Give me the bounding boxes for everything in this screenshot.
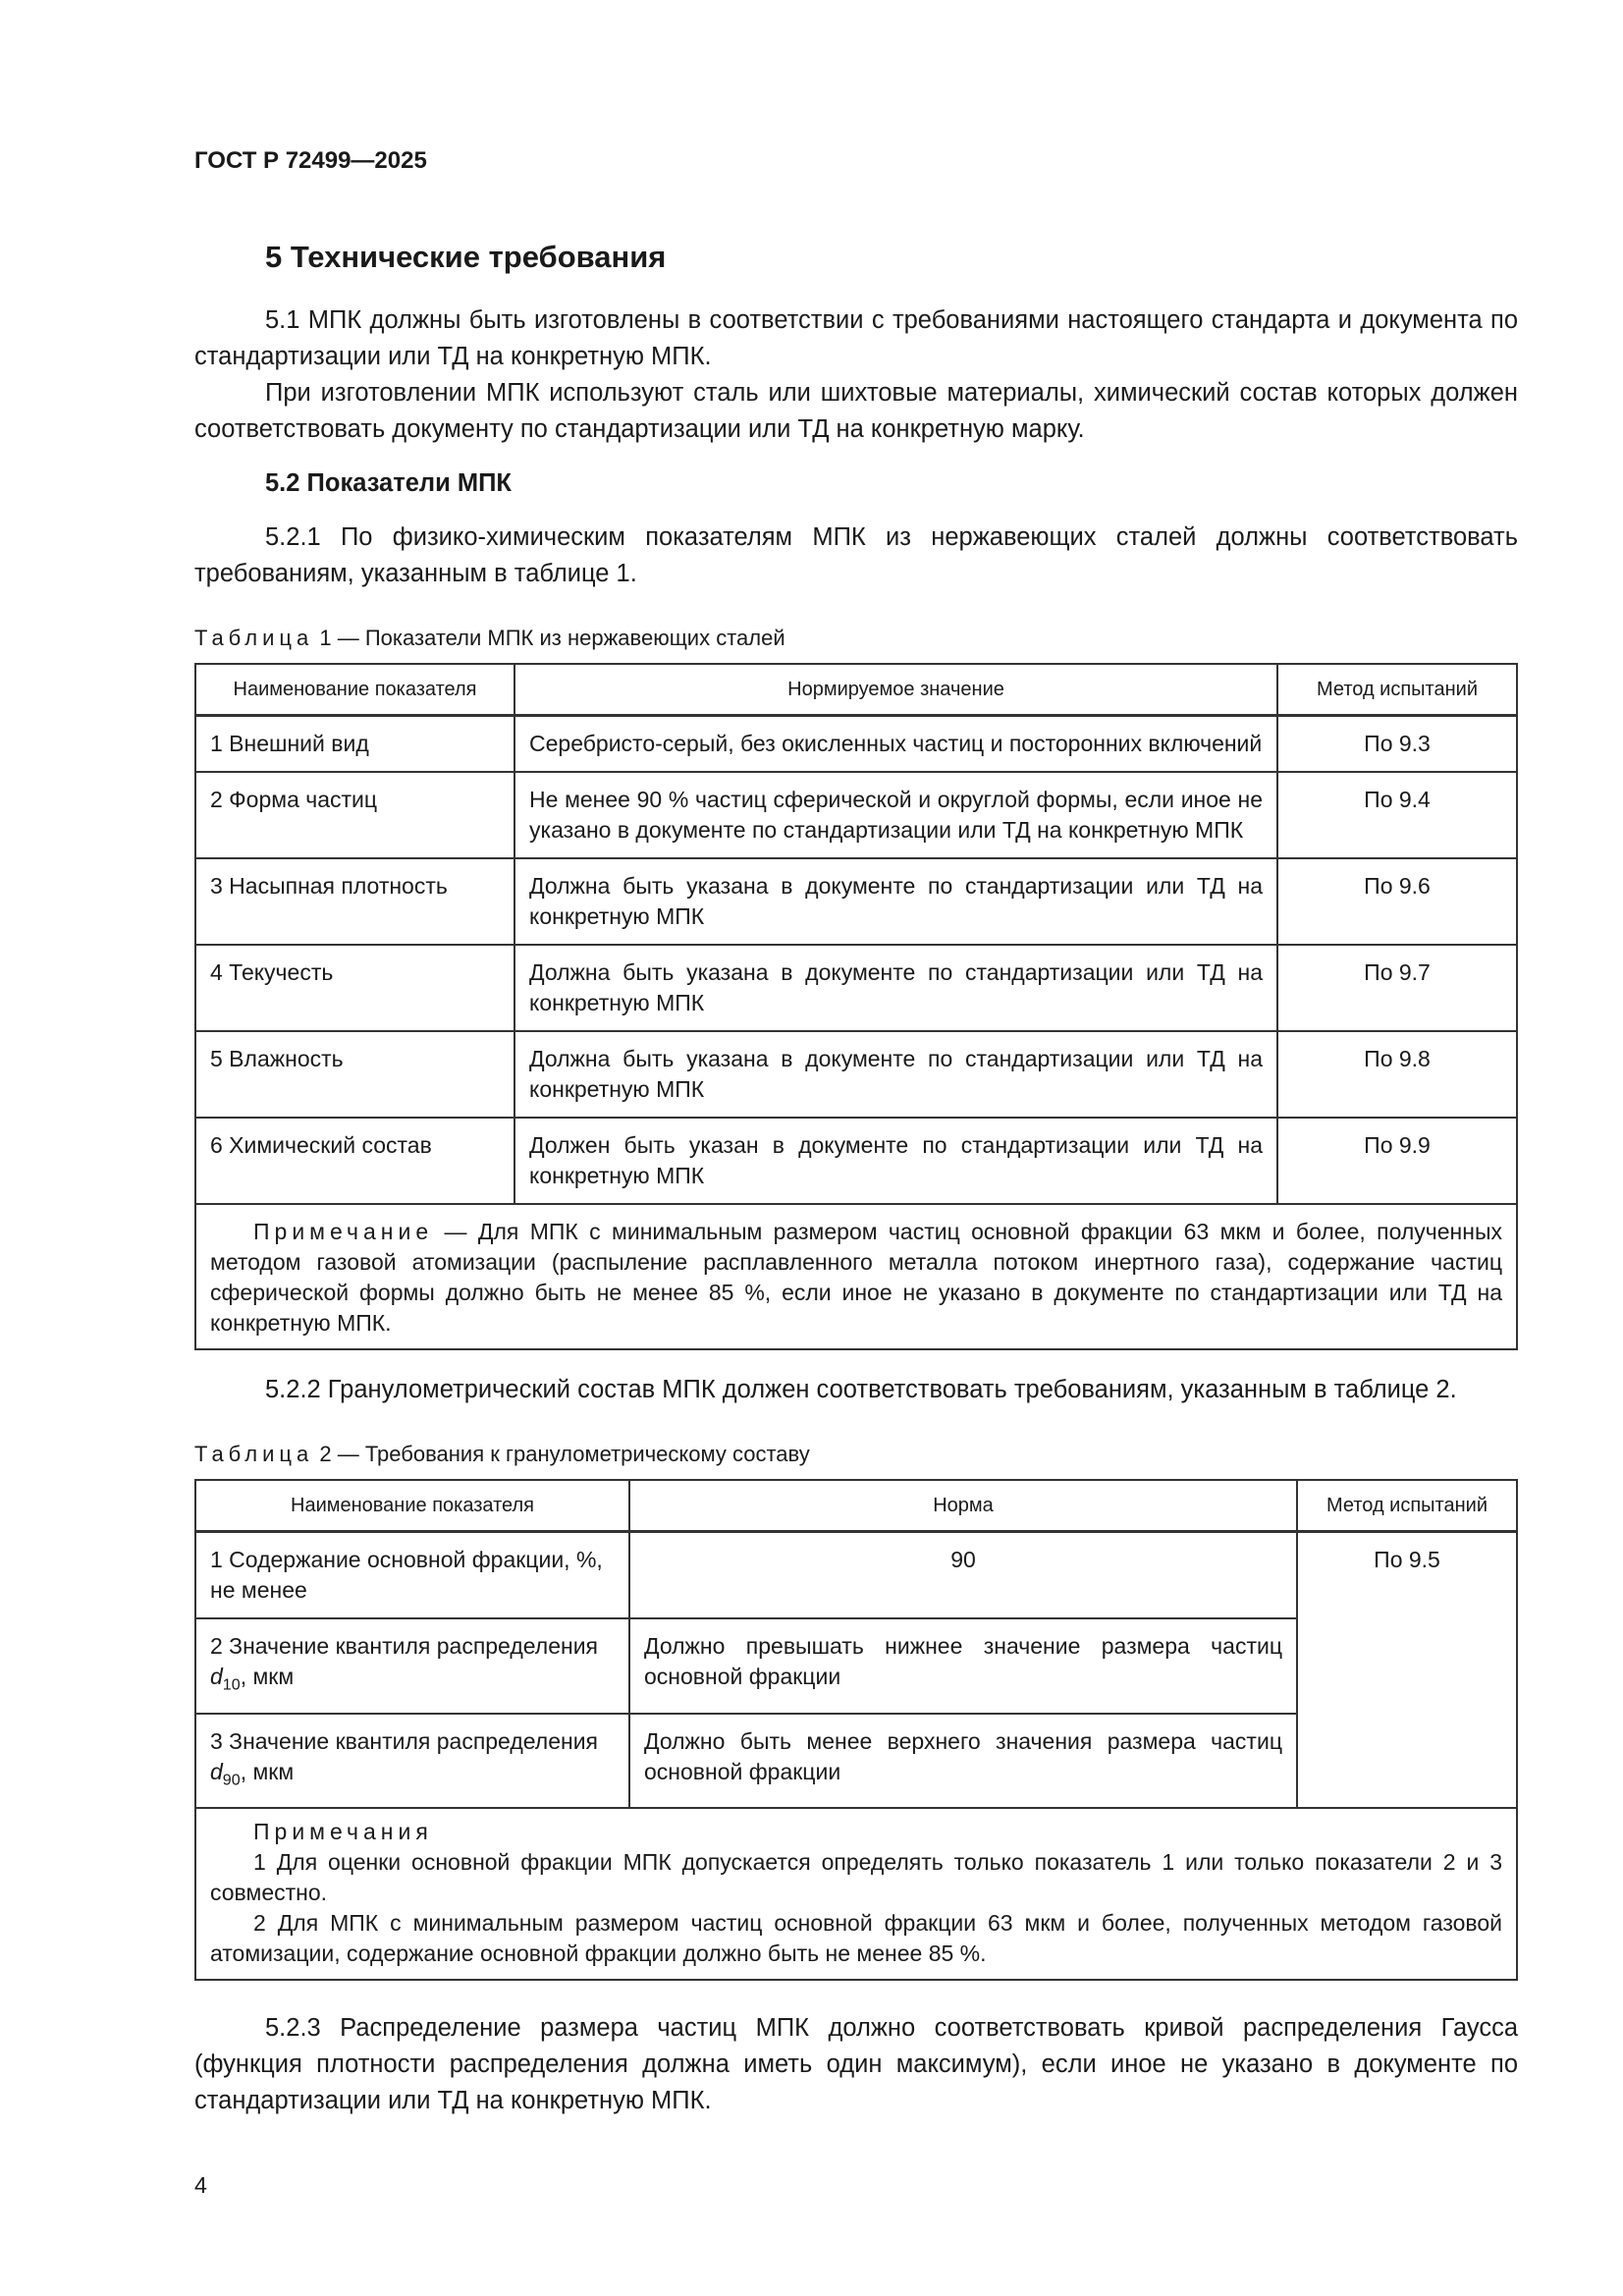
table1-caption	[194, 626, 1518, 651]
row-unit-text: , мкм	[240, 1758, 295, 1784]
table-cell-value: Должна быть указана в документе по стандартизации или ТД на конкретную МПК	[514, 945, 1277, 1031]
table1-note	[195, 1204, 1517, 1349]
quantile-symbol: d	[210, 1664, 223, 1689]
section-title: 5 Технические требования	[265, 240, 667, 274]
paragraph-5-2-3: 5.2.3 Распределение размера частиц МПК должно соответствовать кривой распределения Гаусса (функция плотности распределения должна иметь один максимум), если иное не указано в документе по стандартизации или ТД на конкретную МПК.	[194, 2014, 1518, 2115]
document-page	[194, 147, 1518, 2119]
paragraph-5-2-1: 5.2.1 По физико-химическим показателям МПК из нержавеющих сталей должны соответствовать требованиям, указанным в таблице 1.	[194, 523, 1518, 587]
table-header-cell: Наименование показателя	[195, 664, 514, 716]
table-2	[194, 1479, 1518, 1981]
table-cell-name: 6 Химический состав	[195, 1118, 514, 1204]
table-row	[195, 858, 1517, 945]
paragraph-5-1-materials: При изготовлении МПК используют сталь или шихтовые материалы, химический состав которых должен соответствовать документу по стандартизации или ТД на конкретную марку.	[194, 379, 1518, 443]
quantile-subscript: 10	[222, 1675, 241, 1694]
paragraph-5-1: 5.1 МПК должны быть изготовлены в соответствии с требованиями настоящего стандарта и документа по стандартизации или ТД на конкретную МПК.	[194, 306, 1518, 370]
table-cell-norm: Должно превышать нижнее значение размера частиц основной фракции	[629, 1618, 1297, 1714]
table1-caption-word: Таблица	[194, 626, 314, 650]
quantile-subscript: 90	[222, 1771, 241, 1789]
table-cell-method: По 9.4	[1277, 772, 1517, 858]
table-cell-method: По 9.5	[1297, 1532, 1517, 1809]
paragraph-5-2-2: 5.2.2 Гранулометрический состав МПК должен соответствовать требованиям, указанным в таблице 2.	[265, 1376, 1457, 1403]
note-item: 1 Для оценки основной фракции МПК допускается определять только показатель 1 или только показатели 2 и 3 совместно.	[210, 1849, 1502, 1906]
table-cell-value: Должен быть указан в документе по стандартизации или ТД на конкретную МПК	[514, 1118, 1277, 1204]
table-row	[195, 1532, 1517, 1619]
table-cell-name: 4 Текучесть	[195, 945, 514, 1031]
table-cell-value: Должна быть указана в документе по стандартизации или ТД на конкретную МПК	[514, 858, 1277, 945]
table-header-cell: Наименование показателя	[195, 1480, 629, 1532]
table-cell-value: Должна быть указана в документе по стандартизации или ТД на конкретную МПК	[514, 1031, 1277, 1118]
table-row	[195, 1118, 1517, 1204]
note-text: — Для МПК с минимальным размером частиц основной фракции 63 мкм и более, полученных методом газовой атомизации (распыление расплавленного металла потоком инертного газа), содержание частиц сферической формы должно быть не менее 85 %, если иное не указано в документе по стандартизации или ТД на конкретную МПК.	[210, 1219, 1502, 1336]
table-cell-name: 1 Содержание основной фракции, %, не менее	[195, 1532, 629, 1619]
table2-caption	[194, 1442, 1518, 1467]
table-cell-method: По 9.7	[1277, 945, 1517, 1031]
table-cell-name: 1 Внешний вид	[195, 716, 514, 773]
table-header-row	[195, 1480, 1517, 1532]
table2-notes	[195, 1808, 1517, 1980]
table2-caption-text: 2 — Требования к гранулометрическому составу	[313, 1442, 810, 1466]
row-unit-text: , мкм	[240, 1664, 295, 1689]
table-cell-method: По 9.9	[1277, 1118, 1517, 1204]
table-header-cell: Метод испытаний	[1297, 1480, 1517, 1532]
table-cell-method: По 9.3	[1277, 716, 1517, 773]
row-label-text: 2 Значение квантиля распределения	[210, 1633, 599, 1659]
table-cell-name: 2 Форма частиц	[195, 772, 514, 858]
page-number: 4	[194, 2172, 207, 2198]
table1-note-row	[195, 1204, 1517, 1349]
subsection-title-5-2: 5.2 Показатели МПК	[265, 469, 512, 497]
row-label-text: 3 Значение квантиля распределения	[210, 1727, 599, 1754]
table-cell-name: 3 Насыпная плотность	[195, 858, 514, 945]
table-row	[195, 1031, 1517, 1118]
notes-label	[210, 1817, 1502, 1847]
table-header-cell: Нормируемое значение	[514, 664, 1277, 716]
table-cell-name	[195, 1618, 629, 1714]
table2-caption-word: Таблица	[194, 1442, 314, 1466]
note-item: 2 Для МПК с минимальным размером частиц основной фракции 63 мкм и более, полученных методом газовой атомизации, содержание основной фракции должно быть не менее 85 %.	[210, 1910, 1502, 1967]
table-cell-name: 5 Влажность	[195, 1031, 514, 1118]
table-header-row	[195, 664, 1517, 716]
table1-caption-text: 1 — Показатели МПК из нержавеющих сталей	[313, 626, 785, 650]
table-cell-norm: Должно быть менее верхнего значения размера частиц основной фракции	[629, 1714, 1297, 1809]
table-row	[195, 716, 1517, 773]
table-row	[195, 772, 1517, 858]
table-cell-value: Не менее 90 % частиц сферической и округлой формы, если иное не указано в документе по стандартизации или ТД на конкретную МПК	[514, 772, 1277, 858]
table-cell-method: По 9.6	[1277, 858, 1517, 945]
note-label: Примечание	[253, 1219, 434, 1244]
notes-label-text: Примечания	[253, 1819, 433, 1845]
table2-notes-row	[195, 1808, 1517, 1980]
table-header-cell: Метод испытаний	[1277, 664, 1517, 716]
table-cell-norm: 90	[629, 1532, 1297, 1619]
table-header-cell: Норма	[629, 1480, 1297, 1532]
document-code: ГОСТ Р 72499—2025	[194, 147, 427, 174]
table-cell-name	[195, 1714, 629, 1809]
table-1	[194, 663, 1518, 1350]
table-cell-value: Серебристо-серый, без окисленных частиц и посторонних включений	[514, 716, 1277, 773]
table-row	[195, 945, 1517, 1031]
table-cell-method: По 9.8	[1277, 1031, 1517, 1118]
quantile-symbol: d	[210, 1758, 223, 1784]
